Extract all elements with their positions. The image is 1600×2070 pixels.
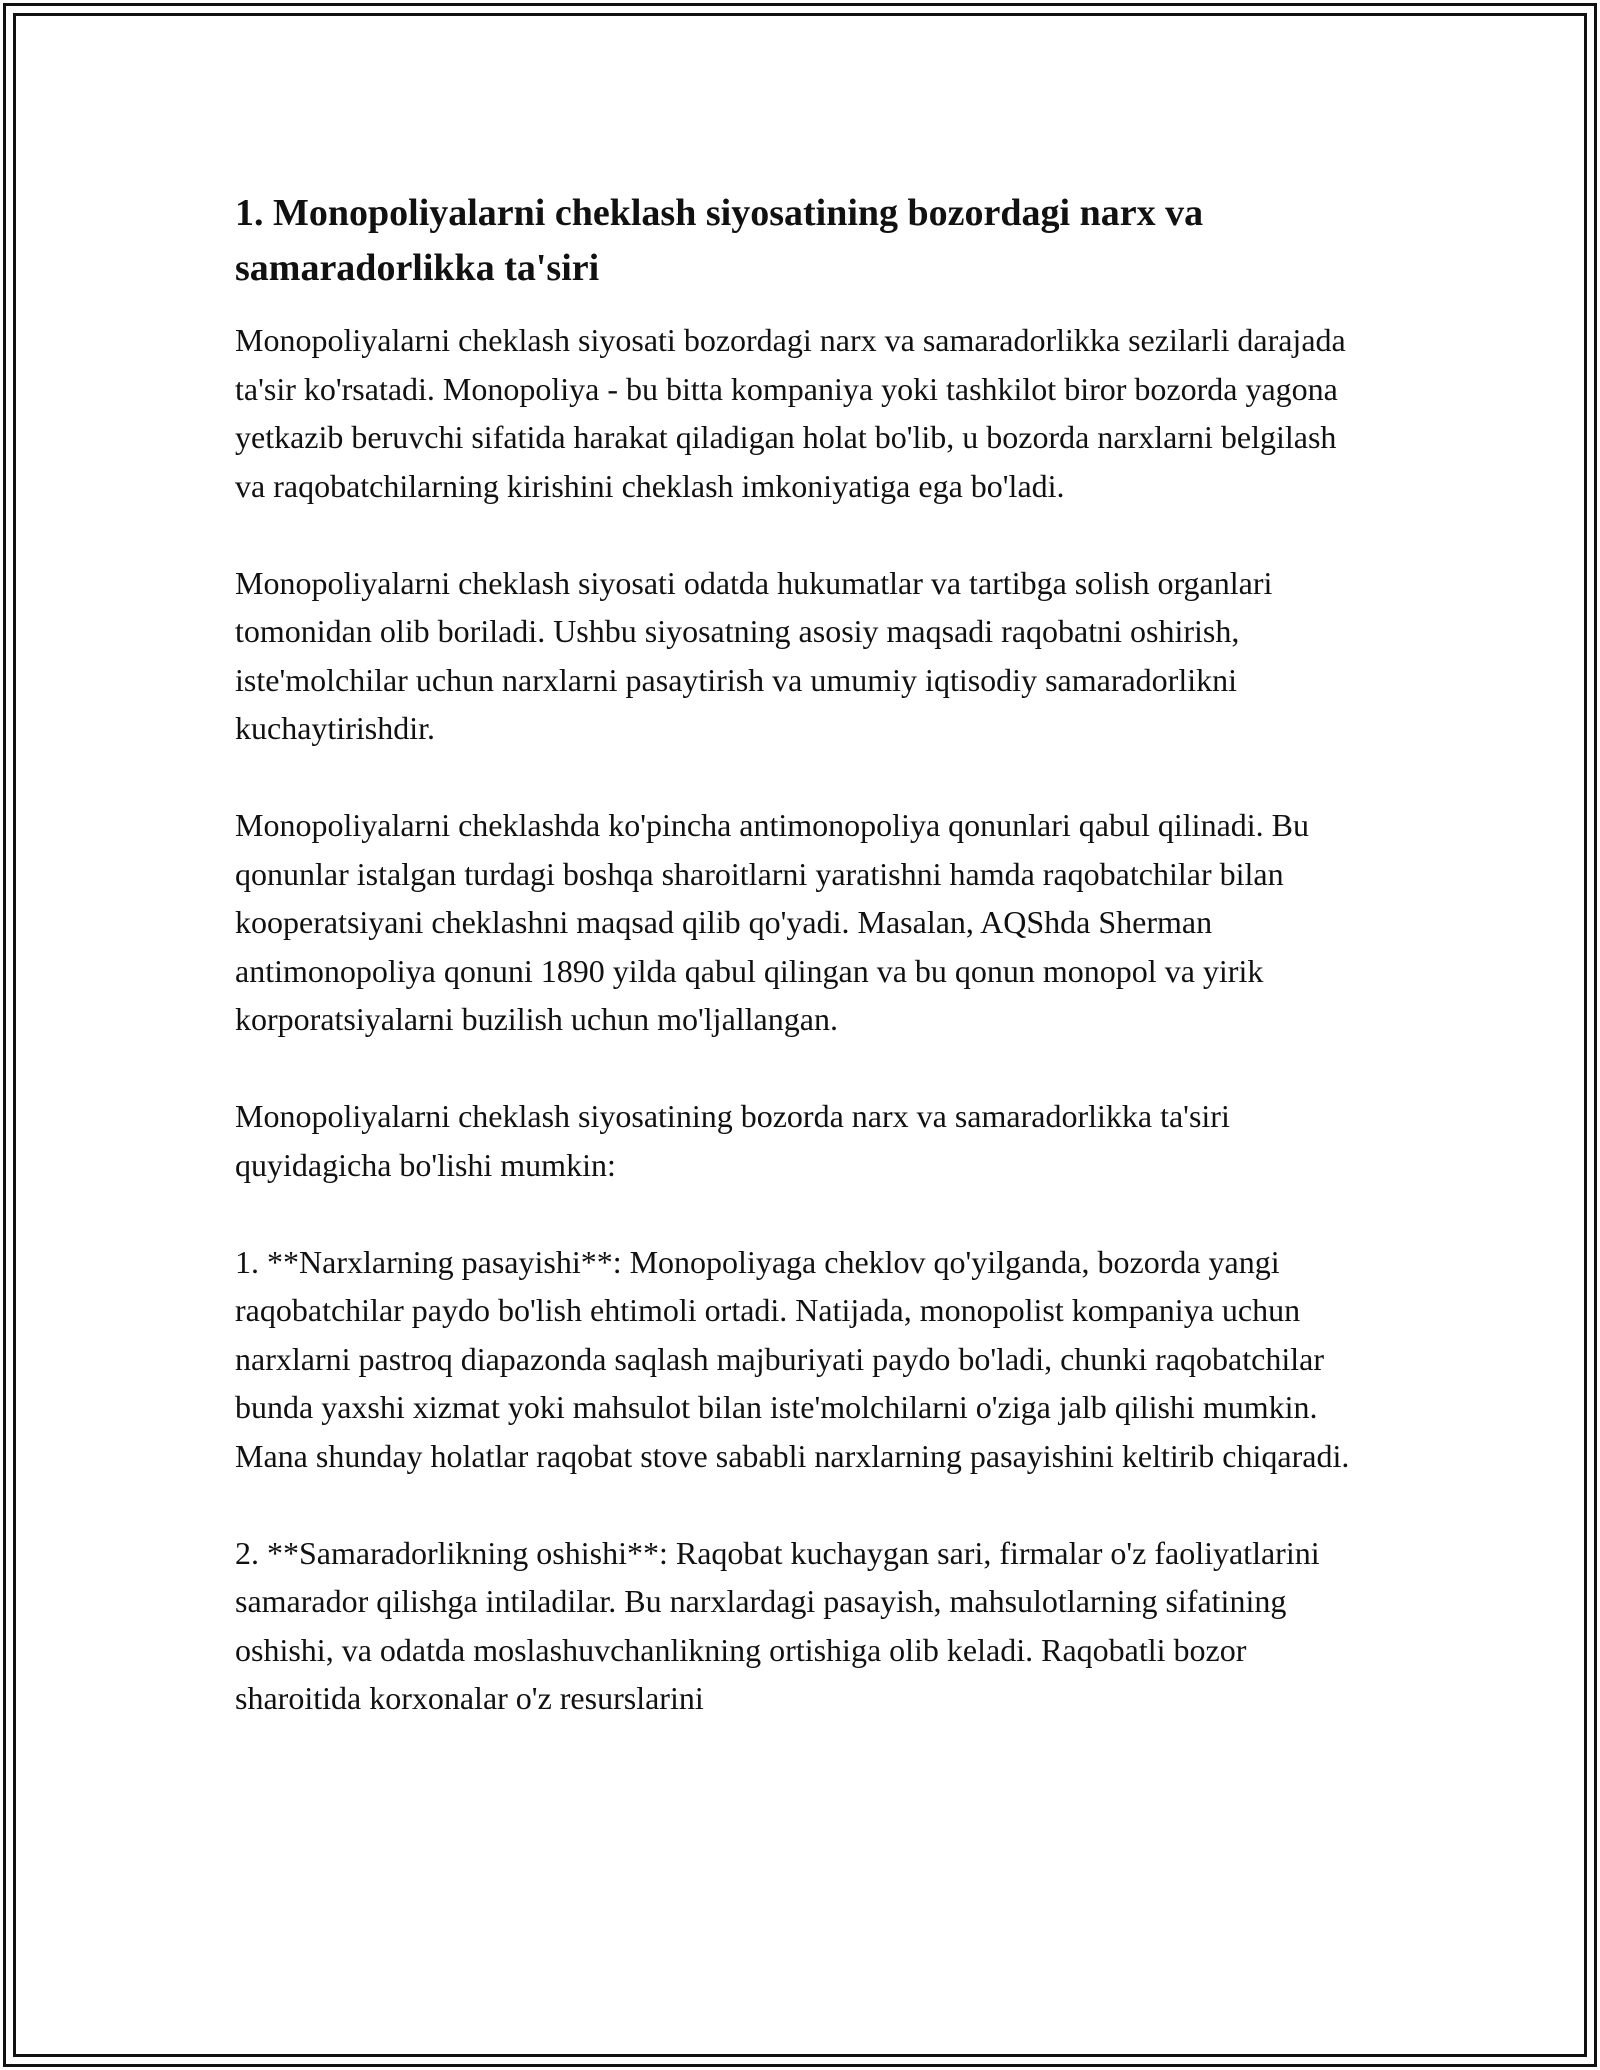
paragraph-antimonopoly-laws: Monopoliyalarni cheklashda ko'pincha antimonopoliya qonunlari qabul qilinadi. Bu qonunlar istalgan turdagi boshqa sharoitlarni yaratishni hamda raqobatchilar bilan kooperatsiyani cheklashni maqsad qilib qo'yadi. Masalan, AQShda Sherman antimonopoliya qonuni 1890 yilda qabul qilingan va bu qonun monopol va yirik korporatsiyalarni buzilish uchun mo'ljallangan. — [235, 807, 1309, 1037]
document-body — [235, 186, 1355, 1723]
paragraph-efficiency-increase: 2. **Samaradorlikning oshishi**: Raqobat kuchaygan sari, firmalar o'z faoliyatlarini samarador qilishga intiladilar. Bu narxlardagi pasayish, mahsulotlarning sifatining oshishi, va odatda moslashuvchanlikning ortishiga olib keladi. Raqobatli bozor sharoitida korxonalar o'z resurslarini — [235, 1534, 1320, 1716]
section-heading: 1. Monopoliyalarni cheklash siyosatining bozordagi narx va samaradorlikka ta'siri — [235, 192, 1204, 289]
paragraph-price-decrease: 1. **Narxlarning pasayishi**: Monopoliyaga cheklov qo'yilganda, bozorda yangi raqobatchilar paydo bo'lish ehtimoli ortadi. Natijada, monopolist kompaniya uchun narxlarni pastroq diapazonda saqlash majburiyati paydo bo'ladi, chunki raqobatchilar bunda yaxshi xizmat yoki mahsulot bilan iste'molchilarni o'ziga jalb qilishi mumkin. Mana shunday holatlar raqobat stove sababli narxlarning pasayishini keltirib chiqaradi. — [235, 1243, 1350, 1474]
paragraph-intro: Monopoliyalarni cheklash siyosati bozordagi narx va samaradorlikka sezilarli darajada ta'sir ko'rsatadi. Monopoliya - bu bitta kompaniya yoki tashkilot biror bozorda yagona yetkazib beruvchi sifatida harakat qiladigan holat bo'lib, u bozorda narxlarni belgilash va raqobatchilarning kirishini cheklash imkoniyatiga ega bo'ladi. — [235, 322, 1346, 504]
paragraph-effects-intro: Monopoliyalarni cheklash siyosatining bozorda narx va samaradorlikka ta'siri quyidagicha bo'lishi mumkin: — [235, 1098, 1230, 1183]
paragraph-policy-goal: Monopoliyalarni cheklash siyosati odatda hukumatlar va tartibga solish organlari tomonidan olib boriladi. Ushbu siyosatning asosiy maqsadi raqobatni oshirish, iste'molchilar uchun narxlarni pasaytirish va umumiy iqtisodiy samaradorlikni kuchaytirishdir. — [235, 564, 1273, 746]
